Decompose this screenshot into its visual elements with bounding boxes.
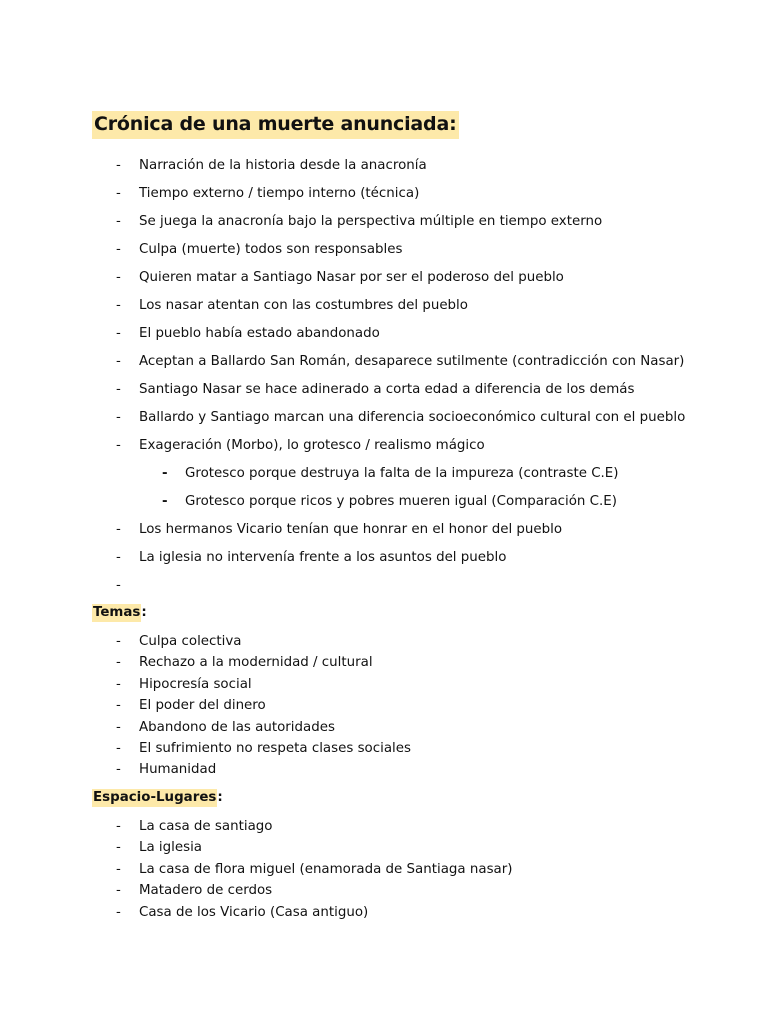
bullet-dash: - (116, 676, 121, 692)
list-item-text: Exageración (Morbo), lo grotesco / realismo mágico (139, 438, 485, 453)
bullet-dash: - (116, 861, 121, 877)
temas-heading-colon: : (141, 605, 147, 620)
bullet-dash: - (116, 698, 121, 714)
list-item-text: La casa de santiago (139, 819, 273, 834)
bullet-dash: - (116, 354, 121, 369)
bullet-dash: - (116, 298, 121, 313)
sub-list-item-text: Grotesco porque ricos y pobres mueren igual (Comparación C.E) (185, 494, 617, 509)
bullet-dash: - (116, 762, 121, 778)
list-item-text: Santiago Nasar se hace adinerado a corta edad a diferencia de los demás (139, 382, 635, 397)
temas-heading (92, 603, 147, 623)
bullet-dash: - (116, 326, 121, 341)
bullet-dash: - (116, 270, 121, 285)
bullet-dash: - (162, 466, 168, 481)
list-item-text: La iglesia no intervenía frente a los asuntos del pueblo (139, 550, 507, 565)
list-item-text: Culpa (muerte) todos son responsables (139, 242, 403, 257)
list-item-text: Ballardo y Santiago marcan una diferencia socioeconómico cultural con el pueblo (139, 410, 686, 425)
bullet-dash: - (116, 719, 121, 735)
espacio-lugares-heading-colon: : (217, 790, 223, 805)
list-item-text: Abandono de las autoridades (139, 719, 335, 735)
bullet-dash: - (116, 214, 121, 229)
list-item-text: La casa de flora miguel (enamorada de Santiaga nasar) (139, 861, 513, 877)
bullet-dash: - (116, 578, 121, 593)
bullet-dash: - (116, 819, 121, 834)
bullet-dash: - (162, 494, 168, 509)
temas-heading-label: Temas (93, 605, 141, 620)
list-item-text: Hipocresía social (139, 676, 252, 692)
document-title: Crónica de una muerte anunciada: (92, 111, 459, 139)
list-item-text: Tiempo externo / tiempo interno (técnica) (139, 186, 420, 201)
bullet-dash: - (116, 883, 121, 899)
bullet-dash: - (116, 840, 121, 856)
list-item-text: Culpa colectiva (139, 634, 242, 649)
bullet-dash: - (116, 655, 121, 671)
bullet-dash: - (116, 242, 121, 257)
list-item-text: El poder del dinero (139, 698, 266, 714)
bullet-dash: - (116, 522, 121, 537)
list-item-text: Los nasar atentan con las costumbres del pueblo (139, 298, 468, 313)
list-item-text: Casa de los Vicario (Casa antiguo) (139, 904, 369, 920)
list-item-text: Rechazo a la modernidad / cultural (139, 655, 373, 671)
espacio-lugares-heading (92, 788, 223, 808)
list-item-text: Humanidad (139, 762, 217, 778)
bullet-dash: - (116, 410, 121, 425)
list-item-text: El sufrimiento no respeta clases sociales (139, 740, 411, 756)
bullet-dash: - (116, 550, 121, 565)
list-item-text: El pueblo había estado abandonado (139, 326, 380, 341)
list-item-text: Quieren matar a Santiago Nasar por ser el poderoso del pueblo (139, 270, 564, 285)
espacio-lugares-heading-label: Espacio-Lugares (93, 790, 217, 805)
bullet-dash: - (116, 438, 121, 453)
bullet-dash: - (116, 904, 121, 920)
bullet-dash: - (116, 158, 121, 173)
list-item-text: Los hermanos Vicario tenían que honrar en el honor del pueblo (139, 522, 563, 537)
list-item-text: Se juega la anacronía bajo la perspectiva múltiple en tiempo externo (139, 214, 603, 229)
list-item-text: Narración de la historia desde la anacronía (139, 158, 427, 173)
sub-list-item-text: Grotesco porque destruya la falta de la impureza (contraste C.E) (185, 466, 619, 481)
list-item-text: Aceptan a Ballardo San Román, desaparece sutilmente (contradicción con Nasar) (139, 354, 685, 369)
bullet-dash: - (116, 634, 121, 649)
bullet-dash: - (116, 740, 121, 756)
bullet-dash: - (116, 186, 121, 201)
list-item-text: Matadero de cerdos (139, 883, 273, 899)
bullet-dash: - (116, 382, 121, 397)
list-item-text: La iglesia (139, 840, 203, 856)
